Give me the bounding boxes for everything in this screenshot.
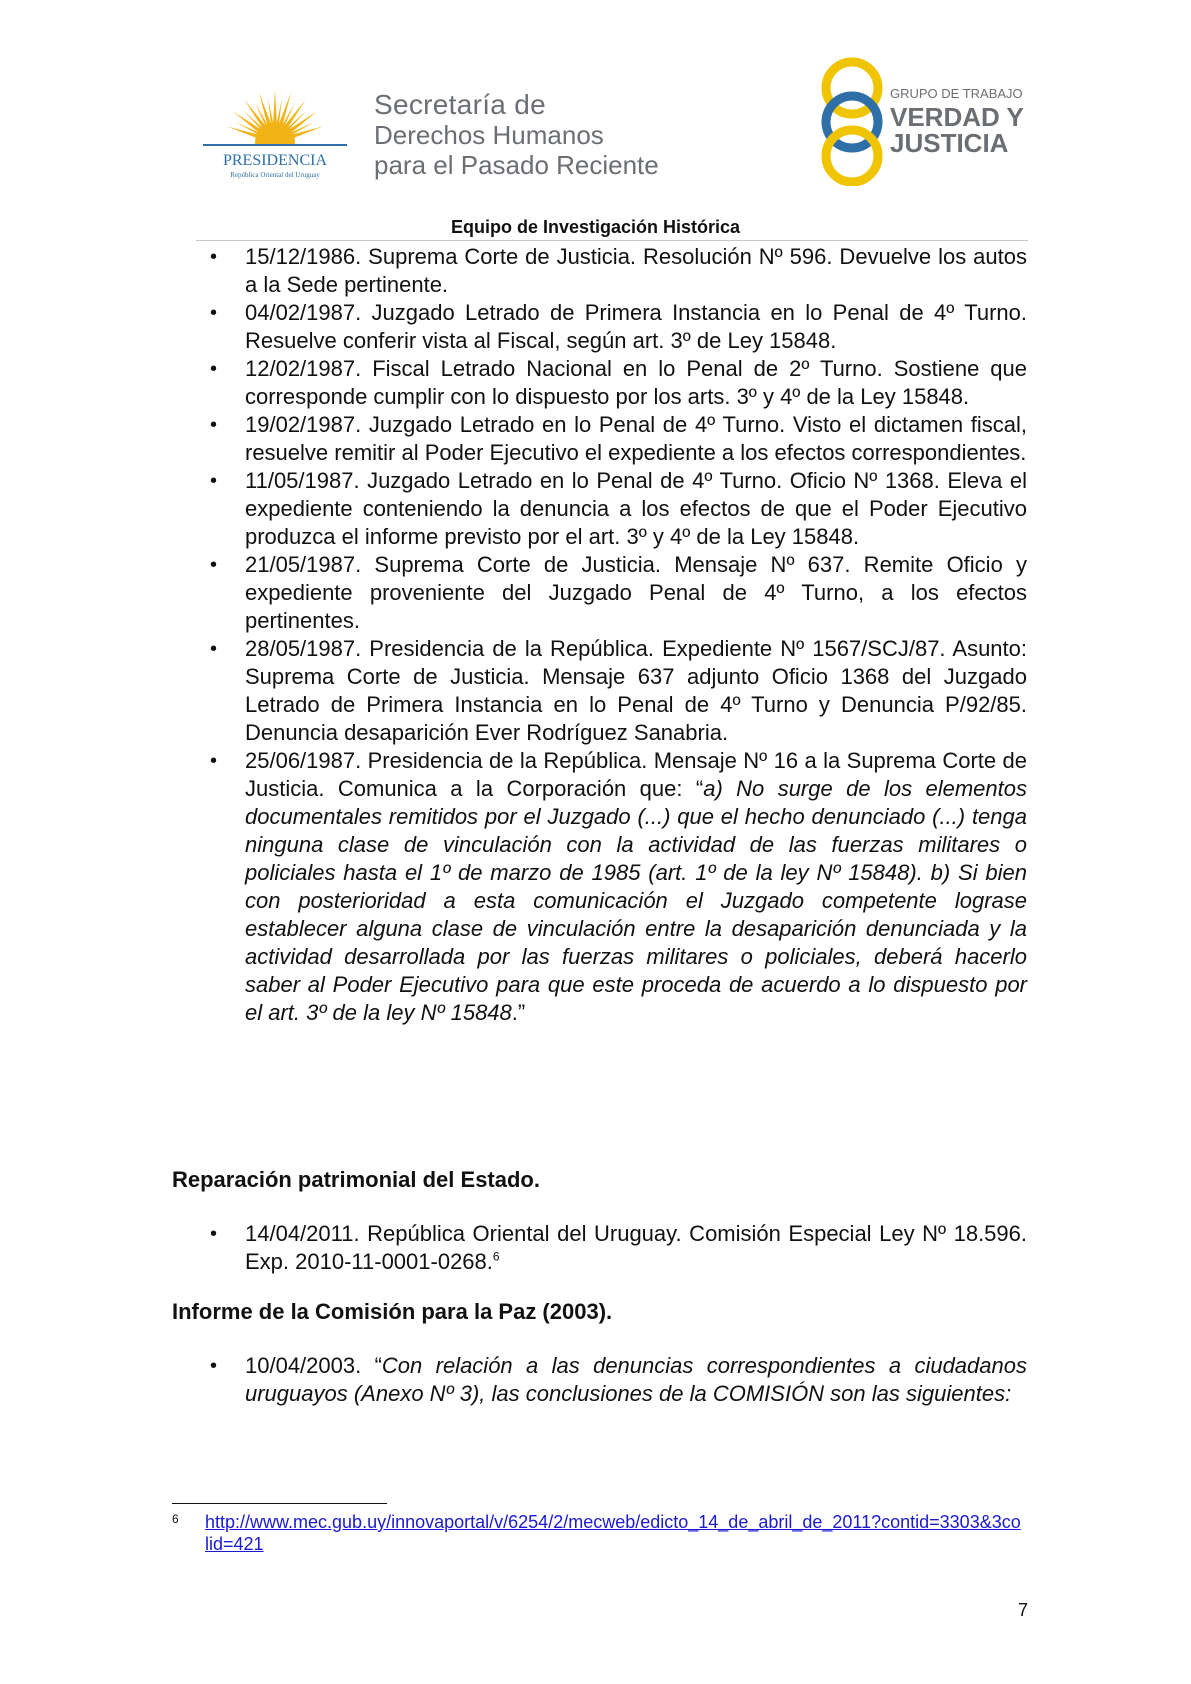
gtvj-line-3: JUSTICIA — [890, 128, 1009, 158]
entry-text: 04/02/1987. Juzgado Letrado de Primera Instancia en lo Penal de 4º Turno. Resuelve conferir vista al Fiscal, según art. 3º de Ley 15848. — [245, 300, 1027, 353]
presidencia-subtitle: República Oriental del Uruguay — [230, 171, 320, 179]
page-number: 7 — [1018, 1600, 1029, 1620]
secretaria-title — [374, 90, 704, 180]
entry-text: 10/04/2003. “ — [245, 1353, 382, 1378]
footnote-link[interactable]: http://www.mec.gub.uy/innovaportal/v/6254/2/mecweb/edicto_14_de_abril_de_2011?contid=3303&3colid=421 — [205, 1512, 1021, 1554]
list-item — [195, 355, 1027, 411]
footnote-divider — [172, 1503, 387, 1504]
entry-text: 11/05/1987. Juzgado Letrado en lo Penal de 4º Turno. Oficio Nº 1368. Eleva el expediente conteniendo la denuncia a los efectos de que el Poder Ejecutivo produzca el informe previsto por el art. 3º y 4º de la Ley 15848. — [245, 468, 1027, 549]
secretaria-line-3: para el Pasado Reciente — [374, 150, 659, 180]
gtvj-line-2: VERDAD Y — [890, 102, 1024, 132]
sun-emblem-icon — [195, 84, 355, 184]
chronology-list — [195, 243, 1027, 1027]
list-item — [195, 243, 1027, 299]
secretaria-line-1: Secretaría de — [374, 89, 546, 120]
entry-quote-end: .” — [511, 1000, 526, 1025]
entry-quote: Con relación a las denuncias correspondientes a ciudadanos uruguayos (Anexo Nº 3), las conclusiones de la COMISIÓN son las siguientes: — [245, 1353, 1027, 1406]
entry-text: 21/05/1987. Suprema Corte de Justicia. Mensaje Nº 637. Remite Oficio y expediente proveniente del Juzgado Penal de 4º Turno, a los efectos pertinentes. — [245, 552, 1027, 633]
header-divider — [196, 240, 1028, 241]
list-item — [195, 467, 1027, 551]
comision-list — [195, 1352, 1027, 1408]
reparacion-list — [195, 1220, 1027, 1276]
entry-text: 15/12/1986. Suprema Corte de Justicia. Resolución Nº 596. Devuelve los autos a la Sede pertinente. — [245, 244, 1027, 297]
footnote — [172, 1511, 1022, 1555]
entry-quote: a) No surge de los elementos documentales remitidos por el Juzgado (...) que el hecho denunciado (...) tenga ninguna clase de vinculación con la actividad de las fuerzas militares o policiales hasta el 1º de marzo de 1985 (art. 1º de la ley Nº 15848). b) Si bien con posterioridad a esta comunicación el Juzgado competente lograse establecer alguna clase de vinculación entre la desaparición denunciada y la actividad desarrollada por las fuerzas militares o policiales, deberá hacerlo saber al Poder Ejecutivo para que este proceda de acuerdo a lo dispuesto por el art. 3º de la ley Nº 15848 — [245, 776, 1027, 1025]
list-item — [195, 1352, 1027, 1408]
presidencia-logo — [195, 84, 355, 184]
section-heading-comision: Informe de la Comisión para la Paz (2003). — [172, 1299, 613, 1324]
entry-text: 28/05/1987. Presidencia de la República. Expediente Nº 1567/SCJ/87. Asunto: Suprema Corte de Justicia. Mensaje 637 adjunto Oficio 1368 del Juzgado Letrado de Primera Instancia en lo Penal de 4º Turno y Denuncia P/92/85. Denuncia desaparición Ever Rodríguez Sanabria. — [245, 636, 1027, 745]
grupo-trabajo-logo — [820, 56, 1060, 186]
rings-emblem-icon — [820, 56, 1060, 186]
list-item — [195, 411, 1027, 467]
presidencia-name: PRESIDENCIA — [222, 152, 328, 169]
entry-text: 14/04/2011. República Oriental del Uruguay. Comisión Especial Ley Nº 18.596. Exp. 2010-11-0001-0268. — [245, 1221, 1027, 1274]
list-item — [195, 1220, 1027, 1276]
section-heading-reparacion: Reparación patrimonial del Estado. — [172, 1167, 540, 1192]
header-caption: Equipo de Investigación Histórica — [450, 217, 741, 237]
footnote-ref[interactable]: 6 — [492, 1249, 500, 1264]
list-item — [195, 299, 1027, 355]
secretaria-line-2: Derechos Humanos — [374, 120, 604, 150]
entry-text: 12/02/1987. Fiscal Letrado Nacional en lo Penal de 2º Turno. Sostiene que corresponde cumplir con lo dispuesto por los arts. 3º y 4º de la Ley 15848. — [245, 356, 1027, 409]
list-item — [195, 747, 1027, 1027]
list-item — [195, 635, 1027, 747]
entry-text: 25/06/1987. Presidencia de la República. Mensaje Nº 16 a la Suprema Corte de Justicia. Comunica a la Corporación que: “ — [245, 748, 1027, 801]
gtvj-line-1: GRUPO DE TRABAJO — [890, 86, 1023, 101]
footnote-number: 6 — [172, 1512, 179, 1526]
entry-text: 19/02/1987. Juzgado Letrado en lo Penal de 4º Turno. Visto el dictamen fiscal, resuelve remitir al Poder Ejecutivo el expediente a los efectos correspondientes. — [245, 412, 1027, 465]
list-item — [195, 551, 1027, 635]
